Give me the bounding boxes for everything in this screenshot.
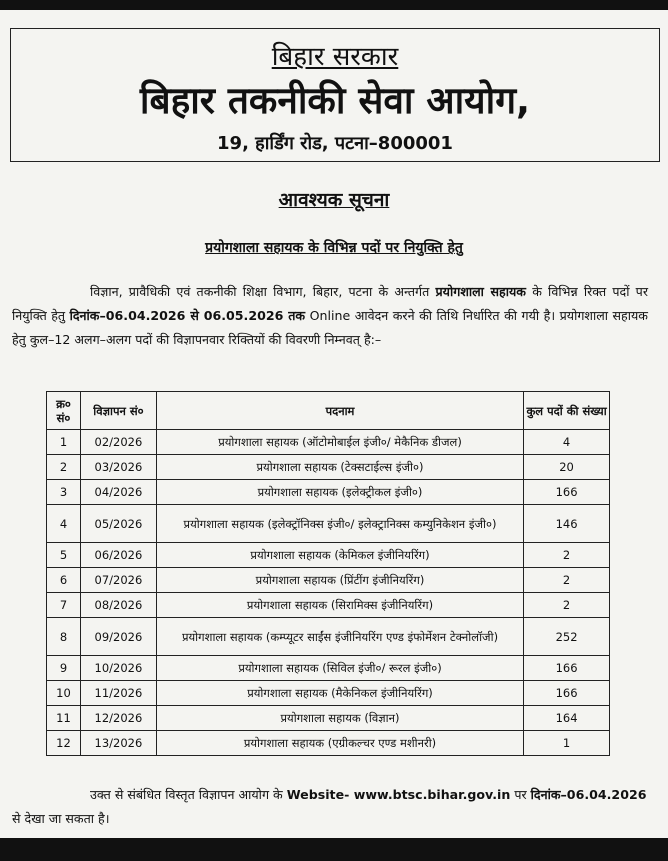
advertisement-cell: 07/2026 bbox=[80, 568, 156, 593]
count-cell: 4 bbox=[524, 430, 610, 455]
count-cell: 252 bbox=[524, 618, 610, 656]
table-row bbox=[47, 706, 610, 731]
serial-cell: 10 bbox=[47, 681, 81, 706]
post-cell: प्रयोगशाला सहायक (प्रिंटींग इंजीनियरिंग) bbox=[156, 568, 523, 593]
advertisement-cell: 06/2026 bbox=[80, 543, 156, 568]
advertisement-cell: 13/2026 bbox=[80, 731, 156, 756]
notice-body: विज्ञान, प्रावैधिकी एवं तकनीकी शिक्षा विभाग, बिहार, पटना के अन्तर्गत प्रयोगशाला सहायक के विभिन्न रिक्त पदों पर नियुक्ति हेतु दिनांक–06.04.2026 से 06.05.2026 तक Online आवेदन करने की तिथि निर्धारित की गयी है। प्रयोगशाला सहायक हेतु कुल–12 अलग–अलग पदों की विज्ञापनवार रिक्तियों की विवरणी निम्नवत् है:– bbox=[12, 284, 648, 347]
table-row bbox=[47, 681, 610, 706]
post-cell: प्रयोगशाला सहायक (मैकेनिकल इंजीनियरिंग) bbox=[156, 681, 523, 706]
post-cell: प्रयोगशाला सहायक (इलेक्ट्रीकल इंजी०) bbox=[156, 480, 523, 505]
table-row bbox=[47, 543, 610, 568]
post-cell: प्रयोगशाला सहायक (एग्रीकल्चर एण्ड मशीनरी) bbox=[156, 731, 523, 756]
advertisement-cell: 03/2026 bbox=[80, 455, 156, 480]
website-link[interactable]: Website- www.btsc.bihar.gov.in bbox=[286, 787, 511, 802]
advertisement-cell: 04/2026 bbox=[80, 480, 156, 505]
count-cell: 2 bbox=[524, 568, 610, 593]
post-cell: प्रयोगशाला सहायक (टेक्सटाईल्स इंजी०) bbox=[156, 455, 523, 480]
vacancy-table bbox=[46, 391, 610, 756]
advertisement-cell: 02/2026 bbox=[80, 430, 156, 455]
count-cell: 2 bbox=[524, 593, 610, 618]
notice-document bbox=[0, 10, 668, 838]
table-row bbox=[47, 593, 610, 618]
notice-title: आवश्यक सूचना bbox=[278, 189, 390, 211]
post-cell: प्रयोगशाला सहायक (कम्प्यूटर साईंस इंजीनियरिंग एण्ड इंफोर्मेशन टेक्नोलॉजी) bbox=[156, 618, 523, 656]
table-row bbox=[47, 656, 610, 681]
advertisement-cell: 11/2026 bbox=[80, 681, 156, 706]
serial-cell: 8 bbox=[47, 618, 81, 656]
footer-note: उक्त से संबंधित विस्तृत विज्ञापन आयोग के Website- www.btsc.bihar.gov.in पर दिनांक–06.04.2026 से देखा जा सकता है। bbox=[12, 787, 647, 826]
count-cell: 164 bbox=[524, 706, 610, 731]
screen-bottom-bar bbox=[0, 838, 668, 861]
serial-cell: 7 bbox=[47, 593, 81, 618]
table-row bbox=[47, 455, 610, 480]
advertisement-cell: 12/2026 bbox=[80, 706, 156, 731]
count-cell: 166 bbox=[524, 656, 610, 681]
serial-cell: 9 bbox=[47, 656, 81, 681]
count-cell: 20 bbox=[524, 455, 610, 480]
header-count: कुल पदों की संख्या bbox=[524, 392, 610, 430]
header-serial: क्र० सं० bbox=[47, 392, 81, 430]
table-row bbox=[47, 731, 610, 756]
advertisement-cell: 10/2026 bbox=[80, 656, 156, 681]
notice-subject: प्रयोगशाला सहायक के विभिन्न पदों पर नियुक्ति हेतु bbox=[205, 240, 463, 256]
post-cell: प्रयोगशाला सहायक (सिरामिक्स इंजीनियरिंग) bbox=[156, 593, 523, 618]
count-cell: 146 bbox=[524, 505, 610, 543]
table-row bbox=[47, 480, 610, 505]
count-cell: 166 bbox=[524, 480, 610, 505]
post-cell: प्रयोगशाला सहायक (इलेक्ट्रॉनिक्स इंजी०/ इलेक्ट्रानिक्स कम्युनिकेशन इंजी०) bbox=[156, 505, 523, 543]
serial-cell: 12 bbox=[47, 731, 81, 756]
count-cell: 166 bbox=[524, 681, 610, 706]
table-row bbox=[47, 568, 610, 593]
serial-cell: 11 bbox=[47, 706, 81, 731]
count-cell: 1 bbox=[524, 731, 610, 756]
serial-cell: 1 bbox=[47, 430, 81, 455]
table-row bbox=[47, 618, 610, 656]
post-cell: प्रयोगशाला सहायक (सिविल इंजी०/ रूरल इंजी०) bbox=[156, 656, 523, 681]
organization-name: बिहार तकनीकी सेवा आयोग, bbox=[139, 79, 531, 122]
serial-cell: 3 bbox=[47, 480, 81, 505]
serial-cell: 6 bbox=[47, 568, 81, 593]
organization-address: 19, हार्डिंग रोड, पटना–800001 bbox=[217, 133, 453, 154]
serial-cell: 4 bbox=[47, 505, 81, 543]
serial-cell: 2 bbox=[47, 455, 81, 480]
letterhead bbox=[10, 28, 660, 162]
post-cell: प्रयोगशाला सहायक (विज्ञान) bbox=[156, 706, 523, 731]
post-cell: प्रयोगशाला सहायक (केमिकल इंजीनियरिंग) bbox=[156, 543, 523, 568]
post-cell: प्रयोगशाला सहायक (ऑटोमोबाईल इंजी०/ मेकैनिक डीजल) bbox=[156, 430, 523, 455]
advertisement-cell: 05/2026 bbox=[80, 505, 156, 543]
header-post: पदनाम bbox=[156, 392, 523, 430]
count-cell: 2 bbox=[524, 543, 610, 568]
header-advertisement: विज्ञापन सं० bbox=[80, 392, 156, 430]
government-name: बिहार सरकार bbox=[271, 42, 399, 72]
table-header-row bbox=[47, 392, 610, 430]
table-row bbox=[47, 505, 610, 543]
advertisement-cell: 09/2026 bbox=[80, 618, 156, 656]
advertisement-cell: 08/2026 bbox=[80, 593, 156, 618]
table-row bbox=[47, 430, 610, 455]
serial-cell: 5 bbox=[47, 543, 81, 568]
